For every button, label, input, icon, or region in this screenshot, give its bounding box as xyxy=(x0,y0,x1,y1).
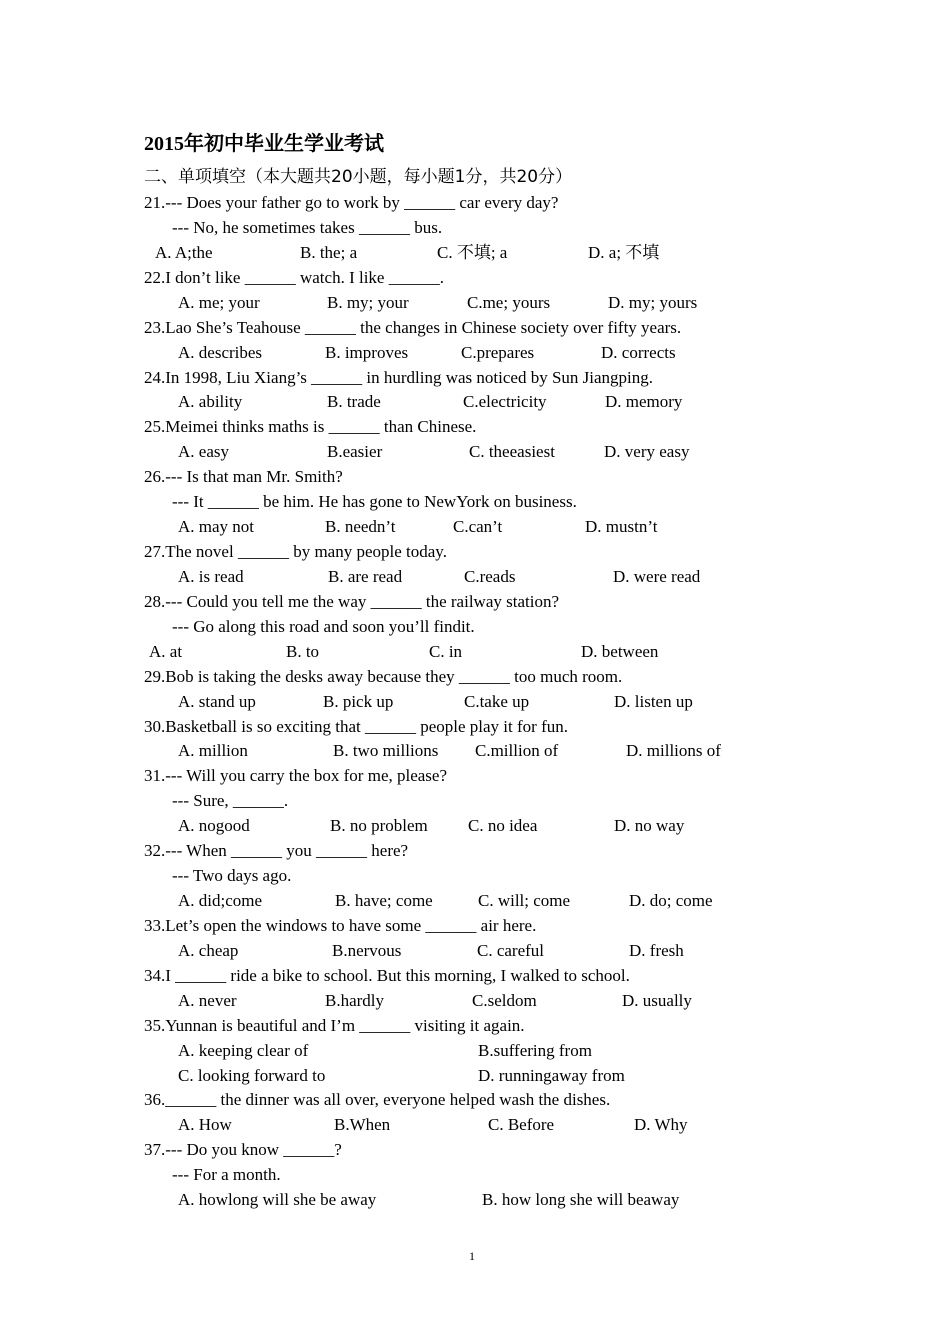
answer-option: C. 不填; a xyxy=(437,243,508,262)
section-heading: 二、单项填空（本大题共20小题，每小题1分，共20分） xyxy=(144,167,573,187)
answer-option: B. needn’t xyxy=(325,517,396,536)
answer-option: D. runningaway from xyxy=(478,1066,625,1085)
page-number: 1 xyxy=(469,1249,475,1263)
answer-option: C.million of xyxy=(475,741,559,760)
question-dialogue: --- Sure, ______. xyxy=(172,791,289,810)
page-title: 2015年初中毕业生学业考试 xyxy=(144,133,384,155)
answer-option: A. A;the xyxy=(155,243,213,262)
question-dialogue: --- Go along this road and soon you’ll findit. xyxy=(172,617,475,636)
question-stem: 36.______ the dinner was all over, everyone helped wash the dishes. xyxy=(144,1090,611,1109)
answer-option: A. did;come xyxy=(178,891,263,910)
answer-option: B.easier xyxy=(327,442,383,461)
question-stem: 25.Meimei thinks maths is ______ than Chinese. xyxy=(144,417,477,436)
answer-option: B. pick up xyxy=(323,692,394,711)
answer-option: D. corrects xyxy=(601,343,676,362)
answer-option: A. How xyxy=(178,1115,232,1134)
answer-option: C. Before xyxy=(488,1115,555,1134)
answer-option: A. cheap xyxy=(178,941,239,960)
answer-option: D. mustn’t xyxy=(585,517,658,536)
answer-option: C.electricity xyxy=(463,392,547,411)
answer-option: C. theeasiest xyxy=(469,442,555,461)
answer-option: A. describes xyxy=(178,343,263,362)
question-dialogue: --- It ______ be him. He has gone to NewYork on business. xyxy=(172,492,577,511)
answer-option: B.When xyxy=(334,1115,391,1134)
answer-option: A. stand up xyxy=(178,692,256,711)
question-stem: 34.I ______ ride a bike to school. But this morning, I walked to school. xyxy=(144,966,630,985)
question-stem: 29.Bob is taking the desks away because they ______ too much room. xyxy=(144,667,623,686)
question-dialogue: --- Two days ago. xyxy=(172,866,292,885)
answer-option: B. two millions xyxy=(333,741,439,760)
answer-option: A. easy xyxy=(178,442,229,461)
answer-option: A. nogood xyxy=(178,816,250,835)
question-stem: 27.The novel ______ by many people today. xyxy=(144,542,447,561)
answer-option: A. never xyxy=(178,991,237,1010)
question-stem: 21.--- Does your father go to work by ______ car every day? xyxy=(144,193,559,212)
question-stem: 24.In 1998, Liu Xiang’s ______ in hurdling was noticed by Sun Jiangping. xyxy=(144,368,654,387)
answer-option: B. my; your xyxy=(327,293,409,312)
answer-option: C.can’t xyxy=(453,517,503,536)
answer-option: C. in xyxy=(429,642,463,661)
answer-option: C.seldom xyxy=(472,991,537,1010)
answer-option: C. careful xyxy=(477,941,545,960)
answer-option: B. are read xyxy=(328,567,403,586)
answer-option: A. ability xyxy=(178,392,243,411)
answer-option: D. listen up xyxy=(614,692,693,711)
answer-option: B. to xyxy=(286,642,320,661)
question-stem: 26.--- Is that man Mr. Smith? xyxy=(144,467,343,486)
answer-option: B. improves xyxy=(325,343,409,362)
answer-option: A. at xyxy=(149,642,183,661)
answer-option: C.prepares xyxy=(461,343,535,362)
answer-option: B. have; come xyxy=(335,891,433,910)
answer-option: C.me; yours xyxy=(467,293,551,312)
answer-option: A. may not xyxy=(178,517,255,536)
question-stem: 32.--- When ______ you ______ here? xyxy=(144,841,409,860)
answer-option: B. how long she will beaway xyxy=(482,1190,680,1209)
question-stem: 22.I don’t like ______ watch. I like ______. xyxy=(144,268,444,287)
answer-option: B.suffering from xyxy=(478,1041,592,1060)
answer-option: C. will; come xyxy=(478,891,571,910)
answer-option: B.nervous xyxy=(332,941,402,960)
question-dialogue: --- For a month. xyxy=(172,1165,281,1184)
answer-option: D. memory xyxy=(605,392,683,411)
answer-option: B. no problem xyxy=(330,816,428,835)
answer-option: D. between xyxy=(581,642,659,661)
question-stem: 37.--- Do you know ______? xyxy=(144,1140,342,1159)
answer-option: D. millions of xyxy=(626,741,721,760)
answer-option: D. very easy xyxy=(604,442,690,461)
question-dialogue: --- No, he sometimes takes ______ bus. xyxy=(172,218,443,237)
question-stem: 23.Lao She’s Teahouse ______ the changes in Chinese society over fifty years. xyxy=(144,318,682,337)
question-stem: 33.Let’s open the windows to have some ______ air here. xyxy=(144,916,537,935)
answer-option: B. the; a xyxy=(300,243,358,262)
answer-option: C. looking forward to xyxy=(178,1066,326,1085)
question-stem: 31.--- Will you carry the box for me, please? xyxy=(144,766,448,785)
answer-option: C.take up xyxy=(464,692,530,711)
answer-option: B.hardly xyxy=(325,991,385,1010)
answer-option: D. my; yours xyxy=(608,293,698,312)
answer-option: C. no idea xyxy=(468,816,538,835)
answer-option: D. a; 不填 xyxy=(588,243,660,262)
answer-option: A. million xyxy=(178,741,248,760)
answer-option: B. trade xyxy=(327,392,381,411)
answer-option: D. no way xyxy=(614,816,685,835)
answer-option: D. fresh xyxy=(629,941,684,960)
answer-option: D. Why xyxy=(634,1115,688,1134)
question-stem: 28.--- Could you tell me the way ______ the railway station? xyxy=(144,592,559,611)
question-stem: 35.Yunnan is beautiful and I’m ______ visiting it again. xyxy=(144,1016,525,1035)
answer-option: A. me; your xyxy=(178,293,260,312)
answer-option: D. usually xyxy=(622,991,692,1010)
answer-option: A. is read xyxy=(178,567,244,586)
answer-option: D. do; come xyxy=(629,891,713,910)
answer-option: D. were read xyxy=(613,567,701,586)
answer-option: A. howlong will she be away xyxy=(178,1190,377,1209)
answer-option: C.reads xyxy=(464,567,516,586)
question-stem: 30.Basketball is so exciting that ______ people play it for fun. xyxy=(144,717,568,736)
answer-option: A. keeping clear of xyxy=(178,1041,309,1060)
